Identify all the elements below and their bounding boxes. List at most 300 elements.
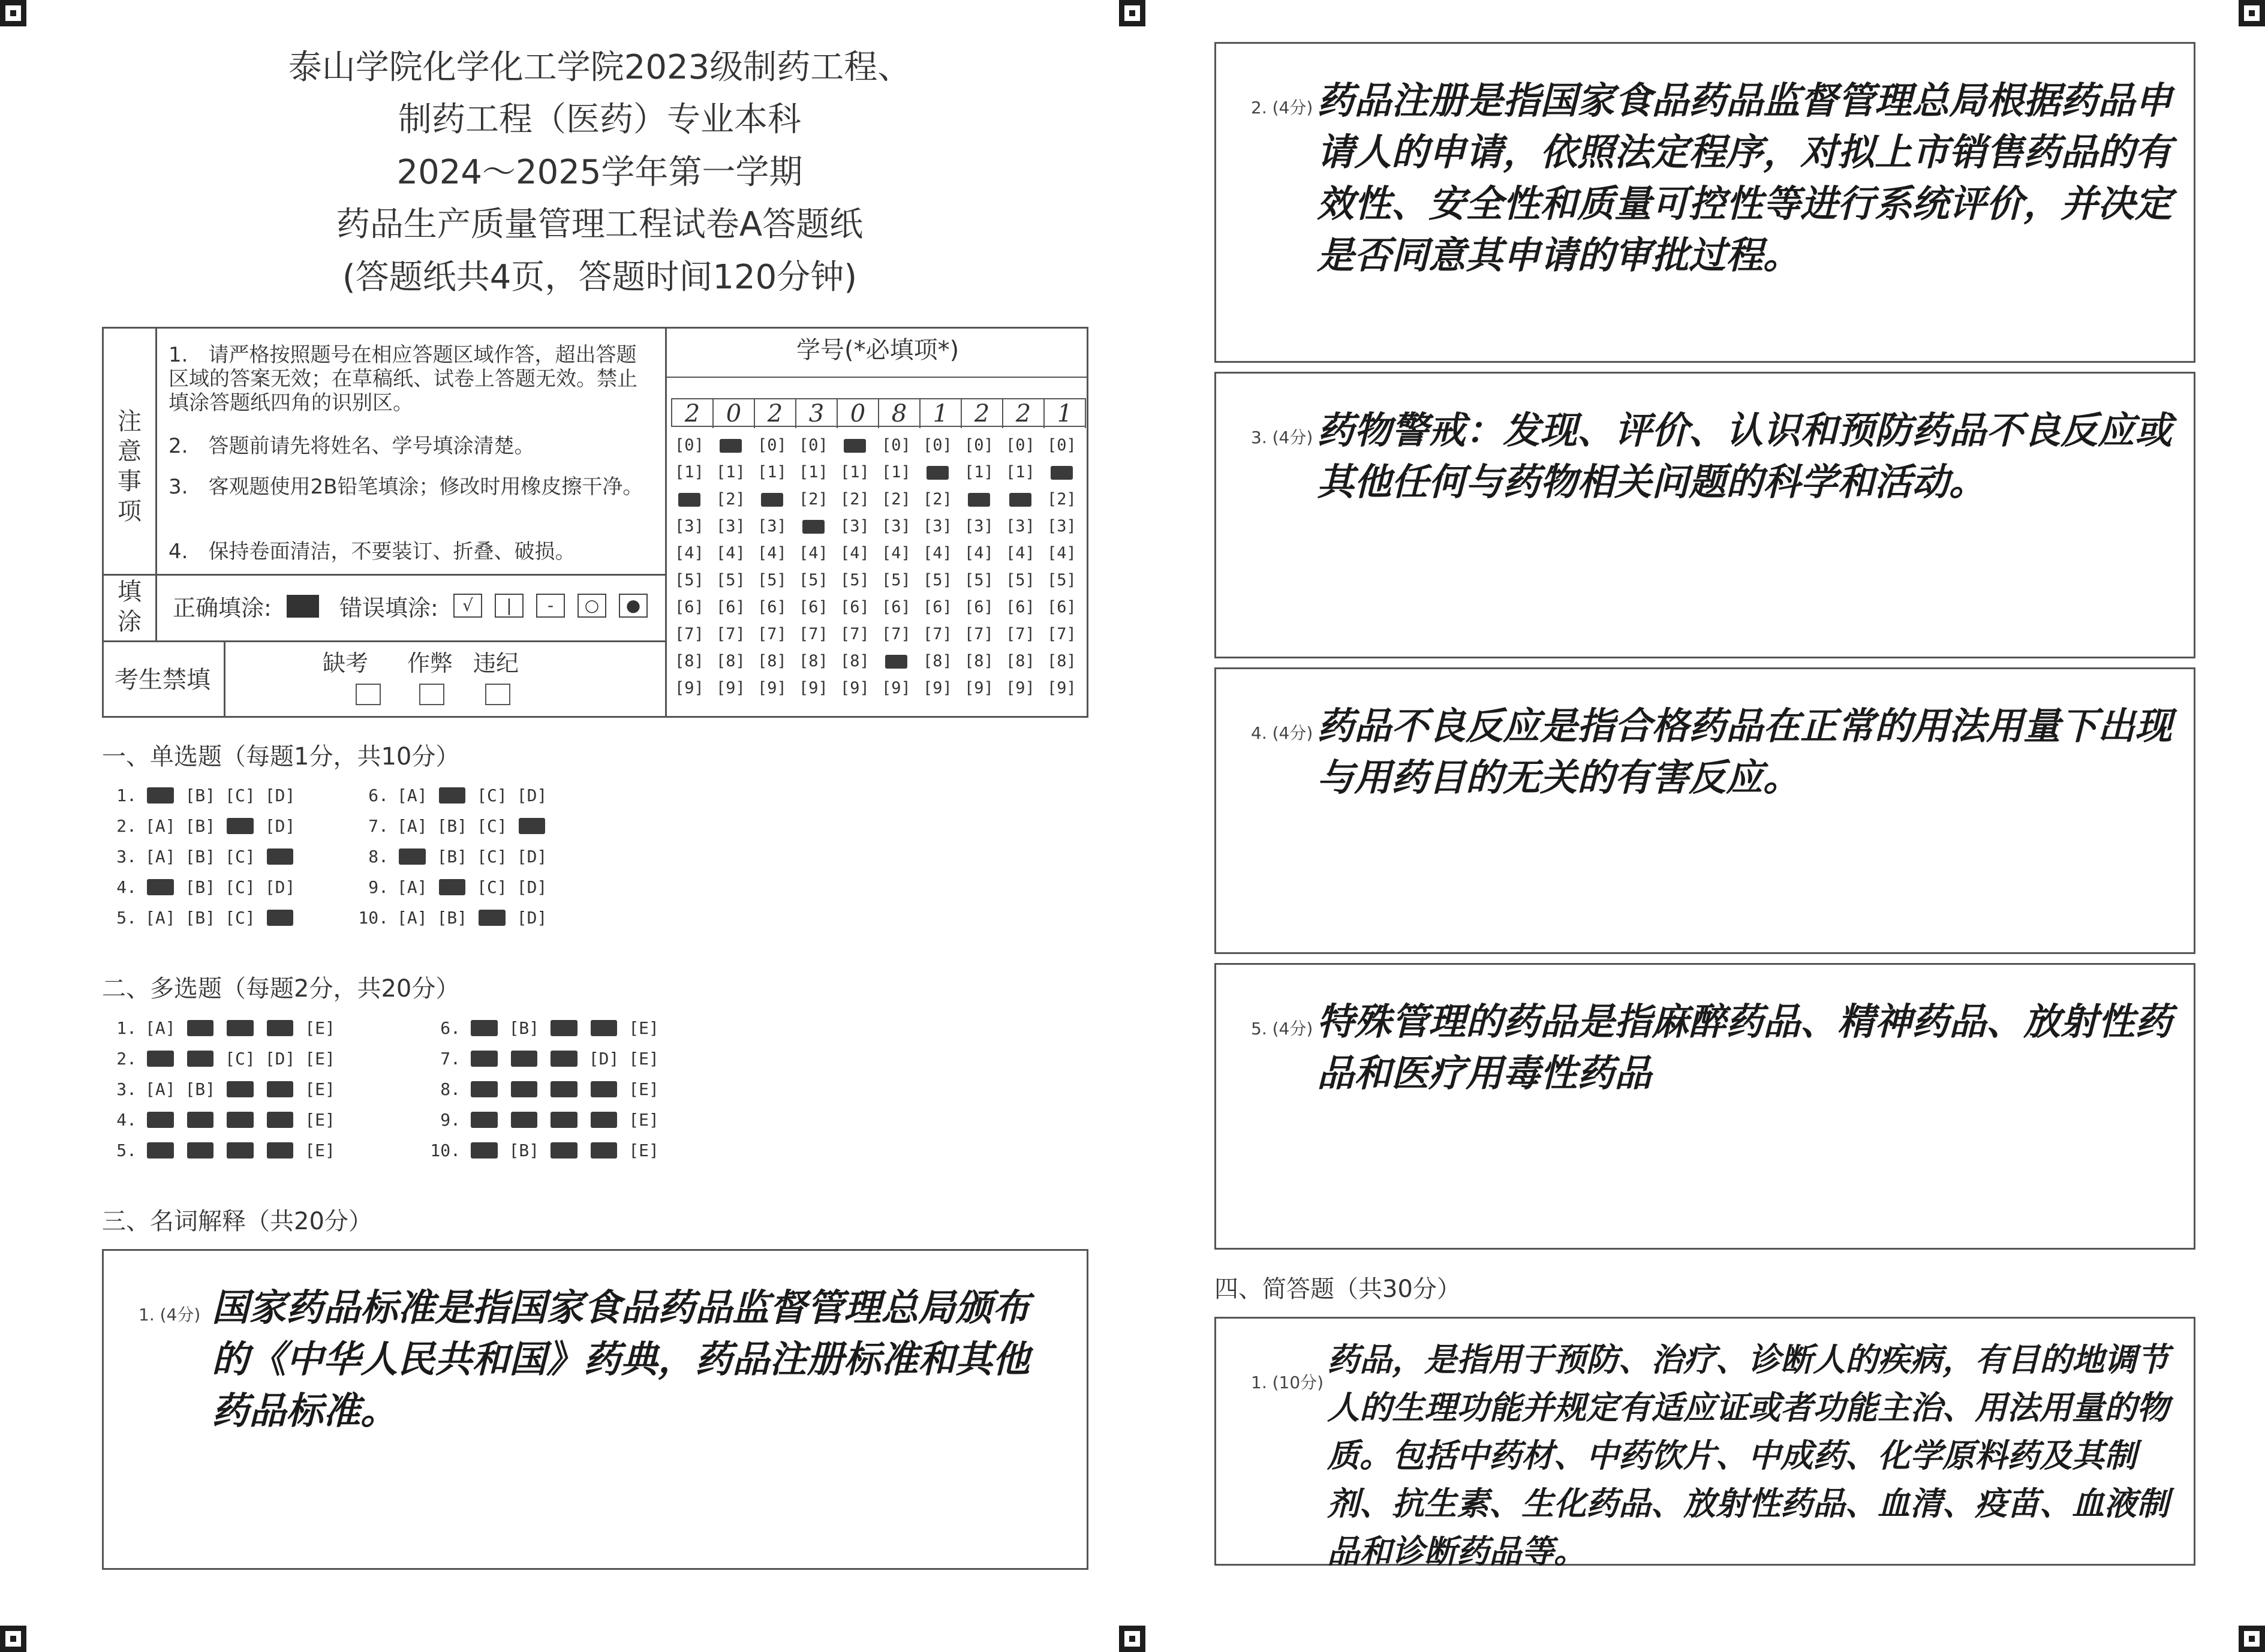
student-id-digit: 1 [921, 399, 962, 428]
student-id-bubble[interactable]: [4] [716, 544, 745, 562]
choice-bubble-a[interactable] [145, 1110, 176, 1130]
student-id-bubble[interactable]: [6] [882, 598, 911, 616]
question-number: 8. [440, 1079, 461, 1099]
choice-row [102, 1079, 345, 1099]
choice-bubble-c[interactable]: [C] [225, 847, 255, 866]
correct-fill-label: 正确填涂: [173, 595, 272, 621]
choice-row [354, 908, 557, 928]
student-id-bubble[interactable]: [6] [923, 598, 952, 616]
handwritten-answer: 特殊管理的药品是指麻醉药品、精神药品、放射性药品和医疗用毒性药品 [1317, 1000, 2173, 1095]
choice-bubble-d[interactable]: [D] [264, 877, 296, 897]
student-id-bubble[interactable]: [4] [923, 544, 952, 562]
choice-bubble-b[interactable] [185, 1110, 216, 1130]
choice-bubble-e[interactable]: [E] [305, 1049, 335, 1069]
choice-row [426, 1049, 669, 1069]
student-id-bubble[interactable]: [3] [716, 517, 745, 535]
student-id-digit: 2 [1003, 399, 1045, 428]
student-id-bubble[interactable] [1047, 464, 1076, 482]
header-line-2: 制药工程（医药）专业本科 [398, 100, 801, 139]
question-number: 5. [116, 908, 137, 928]
student-id-bubble[interactable]: [7] [716, 625, 745, 643]
student-id-bubble[interactable]: [9] [923, 679, 952, 697]
choice-bubble-e[interactable]: [E] [305, 1110, 335, 1130]
banned-label: 考生禁填 [115, 666, 210, 694]
choice-bubble-d[interactable] [589, 1079, 619, 1099]
corner-mark-bottom-left [0, 1626, 26, 1652]
choice-row [102, 816, 305, 836]
choice-bubble-e[interactable]: [E] [628, 1110, 659, 1130]
student-id-bubble[interactable]: [5] [882, 571, 911, 589]
student-id-bubble[interactable] [757, 491, 787, 508]
choice-bubble-a[interactable] [469, 1018, 500, 1038]
student-id-bubble[interactable]: [9] [716, 679, 745, 697]
notice-item-1: 1. 请严格按照题号在相应答题区域作答，超出答题区域的答案无效；在草稿纸、试卷上答题无效。禁止填涂答题纸四角的识别区。 [169, 343, 637, 415]
corner-mark-top-left [0, 0, 26, 26]
wrong-mark-5: ● [619, 594, 648, 618]
choice-bubble-e[interactable]: [E] [305, 1079, 335, 1099]
student-id-bubble[interactable]: [0] [964, 436, 994, 455]
notice-item-2: 2. 答题前请先将姓名、学号填涂清楚。 [169, 434, 535, 458]
student-id-digit: 2 [672, 399, 714, 428]
choice-bubble-a[interactable] [469, 1049, 500, 1069]
student-id-bubble[interactable]: [2] [799, 490, 828, 508]
banned-violation: 违纪 [473, 650, 519, 676]
header-line-5: (答题纸共4页，答题时间120分钟) [342, 258, 858, 297]
student-id-bubble[interactable]: [5] [964, 571, 994, 589]
student-id-bubble[interactable]: [9] [799, 679, 828, 697]
correct-fill-sample [287, 595, 319, 618]
student-id-bubble[interactable]: [2] [923, 490, 952, 508]
choice-bubble-d[interactable]: [D] [516, 786, 548, 805]
corner-mark-bottom-right [2239, 1626, 2265, 1652]
choice-bubble-a[interactable] [145, 1049, 176, 1069]
choice-bubble-c[interactable]: [C] [477, 847, 507, 866]
choice-bubble-c[interactable] [549, 1049, 579, 1069]
handwritten-answer: 药品，是指用于预防、治疗、诊断人的疾病，有目的地调节人的生理功能并规定有适应证或者功能主治、用法用量的物质。包括中药材、中药饮片、中成药、化学原料药及其制剂、抗生素、生化药品、放射性药品、血清、疫苗、血液制品和诊断药品等。 [1327, 1340, 2169, 1570]
choice-bubble-d[interactable] [265, 908, 296, 928]
student-id-bubble[interactable]: [8] [840, 652, 870, 670]
student-id-bubble[interactable]: [0] [675, 436, 704, 455]
student-id-bubble[interactable]: [9] [757, 679, 787, 697]
student-id-bubble[interactable]: [0] [882, 436, 911, 455]
choice-bubble-d[interactable]: [D] [516, 847, 548, 866]
question-number: 6. [440, 1018, 461, 1038]
choice-bubble-a[interactable]: [A] [397, 908, 428, 928]
student-id-bubble[interactable]: [0] [923, 436, 952, 455]
student-id-bubble[interactable]: [7] [840, 625, 870, 643]
student-id-bubble[interactable]: [9] [840, 679, 870, 697]
choice-bubble-d[interactable] [265, 847, 296, 866]
student-id-bubble[interactable]: [1] [1006, 463, 1035, 482]
student-id-digits [671, 398, 1086, 427]
student-id-bubble[interactable]: [6] [1006, 598, 1035, 616]
choice-bubble-c[interactable] [549, 1110, 579, 1130]
student-id-bubble[interactable]: [0] [1006, 436, 1035, 455]
student-id-bubble[interactable]: [2] [840, 490, 870, 508]
student-id-digit: 8 [879, 399, 921, 428]
choice-bubble-a[interactable] [145, 786, 176, 805]
choice-bubble-b[interactable]: [B] [509, 1018, 540, 1038]
choice-bubble-a[interactable] [145, 1141, 176, 1160]
student-id-bubble[interactable]: [4] [675, 544, 704, 562]
section4-title: 四、简答题（共30分） [1214, 1275, 1461, 1303]
student-id-bubble[interactable]: [5] [675, 571, 704, 589]
question-number: 7. [440, 1049, 461, 1069]
choice-row [354, 847, 557, 866]
student-id-bubble[interactable]: [8] [716, 652, 745, 670]
cheat-checkbox[interactable] [419, 684, 444, 705]
student-id-bubble[interactable]: [5] [716, 571, 745, 589]
question-number: 1. (10分) [1251, 1373, 1324, 1392]
student-id-bubble[interactable]: [2] [716, 490, 745, 508]
student-id-bubble[interactable]: [4] [840, 544, 870, 562]
student-id-bubble[interactable]: [3] [882, 517, 911, 535]
student-id-bubble[interactable]: [9] [1006, 679, 1035, 697]
student-id-digit: 2 [962, 399, 1003, 428]
student-id-bubble[interactable]: [5] [923, 571, 952, 589]
student-id-bubble[interactable]: [4] [757, 544, 787, 562]
choice-row [102, 1110, 345, 1130]
student-id-bubble[interactable]: [8] [675, 652, 704, 670]
choice-bubble-a[interactable]: [A] [397, 877, 428, 897]
question-number: 5. (4分) [1251, 1019, 1313, 1039]
choice-bubble-c[interactable] [477, 908, 507, 928]
choice-bubble-b[interactable]: [B] [509, 1141, 540, 1160]
student-id-bubble[interactable]: [3] [964, 517, 994, 535]
answer-box-term-5[interactable] [1214, 963, 2195, 1250]
student-id-bubble[interactable]: [7] [799, 625, 828, 643]
student-id-bubble[interactable]: [5] [1047, 571, 1076, 589]
wrong-mark-4: ○ [577, 594, 606, 618]
choice-bubble-c[interactable]: [C] [225, 908, 255, 928]
question-number: 9. [368, 877, 389, 897]
choice-bubble-b[interactable] [437, 877, 468, 897]
student-id-digit: 1 [1045, 399, 1086, 428]
student-id-bubble[interactable]: [1] [964, 463, 994, 482]
student-id-bubble[interactable]: [7] [1047, 625, 1076, 643]
choice-bubble-d[interactable] [589, 1018, 619, 1038]
student-id-bubble[interactable]: [4] [1006, 544, 1035, 562]
choice-row [102, 877, 305, 897]
student-id-bubble[interactable]: [6] [840, 598, 870, 616]
student-id-bubble[interactable]: [9] [882, 679, 911, 697]
choice-bubble-a[interactable] [397, 847, 428, 866]
choice-bubble-a[interactable] [469, 1079, 500, 1099]
choice-bubble-b[interactable]: [B] [185, 908, 216, 928]
choice-bubble-e[interactable]: [E] [628, 1079, 659, 1099]
choice-bubble-b[interactable] [185, 1141, 216, 1160]
notice-item-3: 3. 客观题使用2B铅笔填涂；修改时用橡皮擦干净。 [169, 475, 643, 499]
wrong-mark-3: - [536, 594, 565, 618]
choice-bubble-a[interactable] [469, 1141, 500, 1160]
violation-checkbox[interactable] [485, 684, 510, 705]
corner-mark-top-center [1119, 0, 1145, 26]
student-id-bubble[interactable]: [4] [1047, 544, 1076, 562]
header-line-3: 2024～2025学年第一学期 [396, 153, 803, 192]
question-number: 2. [116, 1049, 137, 1069]
choice-bubble-b[interactable]: [B] [437, 847, 468, 866]
student-id-bubble[interactable]: [6] [964, 598, 994, 616]
section3-title: 三、名词解释（共20分） [102, 1208, 372, 1235]
choice-bubble-a[interactable]: [A] [145, 847, 176, 866]
question-number: 1. (4分) [139, 1305, 201, 1325]
choice-bubble-d[interactable]: [D] [516, 877, 548, 897]
choice-bubble-b[interactable] [185, 1018, 216, 1038]
student-id-bubble[interactable]: [1] [882, 463, 911, 482]
choice-row [102, 1018, 345, 1038]
choice-bubble-a[interactable]: [A] [397, 816, 428, 836]
student-id-bubble[interactable]: [0] [799, 436, 828, 455]
answer-box-term-1[interactable] [102, 1249, 1088, 1570]
student-id-digit: 2 [755, 399, 796, 428]
question-number: 8. [368, 847, 389, 866]
question-number: 3. [116, 1079, 137, 1099]
student-id-bubble[interactable]: [8] [799, 652, 828, 670]
question-number: 4. [116, 1110, 137, 1130]
question-number: 4. (4分) [1251, 723, 1313, 743]
wrong-mark-1: √ [453, 594, 482, 618]
section1-title: 一、单选题（每题1分，共10分） [102, 743, 460, 771]
choice-row [426, 1110, 669, 1130]
choice-row [354, 786, 557, 805]
question-number: 3. (4分) [1251, 428, 1313, 447]
choice-bubble-c[interactable]: [C] [477, 786, 507, 805]
student-id-bubble[interactable]: [6] [716, 598, 745, 616]
question-number: 5. [116, 1141, 137, 1160]
choice-bubble-c[interactable] [225, 1141, 255, 1160]
question-number: 4. [116, 877, 137, 897]
choice-bubble-a[interactable]: [A] [145, 816, 176, 836]
choice-bubble-d[interactable]: [D] [516, 908, 548, 928]
student-id-bubble[interactable]: [3] [1006, 517, 1035, 535]
student-id-bubble[interactable]: [0] [1047, 436, 1076, 455]
student-id-bubble[interactable]: [8] [757, 652, 787, 670]
header-line-1: 泰山学院化学化工学院2023级制药工程、 [288, 48, 912, 87]
handwritten-answer: 国家药品标准是指国家食品药品监督管理总局颁布的《中华人民共和国》药典，药品注册标准和其他药品标准。 [212, 1286, 1030, 1433]
choice-bubble-b[interactable] [185, 1049, 216, 1069]
choice-bubble-d[interactable] [265, 1110, 296, 1130]
student-id-bubble[interactable]: [6] [675, 598, 704, 616]
student-id-bubble[interactable]: [9] [675, 679, 704, 697]
student-id-bubbles [671, 437, 1086, 712]
student-id-bubble[interactable] [840, 437, 870, 455]
choice-bubble-b[interactable]: [B] [185, 877, 216, 897]
corner-mark-bottom-center [1119, 1626, 1145, 1652]
choice-bubble-a[interactable] [469, 1110, 500, 1130]
notice-item-4: 4. 保持卷面清洁，不要装订、折叠、破损。 [169, 540, 576, 564]
student-id-bubble[interactable]: [2] [1047, 490, 1076, 508]
banned-absent: 缺考 [323, 650, 369, 676]
choice-bubble-b[interactable]: [B] [185, 1079, 216, 1099]
student-id-digit: 3 [796, 399, 838, 428]
student-id-digit: 0 [714, 399, 755, 428]
choice-bubble-c[interactable]: [C] [225, 1049, 255, 1069]
answer-box-short-1[interactable] [1214, 1317, 2195, 1570]
choice-bubble-b[interactable] [509, 1049, 540, 1069]
student-id-bubble[interactable]: [7] [1006, 625, 1035, 643]
student-id-digit: 0 [838, 399, 879, 428]
student-id-bubble[interactable]: [1] [716, 463, 745, 482]
choice-bubble-b[interactable]: [B] [185, 847, 216, 866]
student-id-bubble[interactable]: [9] [1047, 679, 1076, 697]
choice-bubble-e[interactable]: [E] [628, 1049, 659, 1069]
student-id-bubble[interactable]: [8] [923, 652, 952, 670]
choice-bubble-b[interactable]: [B] [437, 908, 468, 928]
choice-bubble-d[interactable]: [D] [264, 816, 296, 836]
choice-bubble-b[interactable] [509, 1079, 540, 1099]
choice-row [102, 908, 305, 928]
student-id-bubble[interactable]: [5] [799, 571, 828, 589]
choice-row [426, 1079, 669, 1099]
student-id-bubble[interactable] [675, 491, 704, 508]
choice-bubble-c[interactable]: [C] [225, 786, 255, 805]
choice-row [102, 1141, 345, 1160]
choice-row [102, 786, 305, 805]
student-id-bubble[interactable]: [6] [799, 598, 828, 616]
absent-checkbox[interactable] [356, 684, 381, 705]
choice-bubble-d[interactable] [517, 816, 548, 836]
question-number: 9. [440, 1110, 461, 1130]
choice-bubble-b[interactable] [509, 1110, 540, 1130]
student-id-bubble[interactable] [1006, 491, 1035, 508]
student-id-bubble[interactable] [964, 491, 994, 508]
handwritten-answer: 药品注册是指国家食品药品监督管理总局根据药品申请人的申请，依照法定程序，对拟上市销售药品的有效性、安全性和质量可控性等进行系统评价，并决定是否同意其申请的审批过程。 [1317, 79, 2173, 277]
question-number: 7. [368, 816, 389, 836]
student-id-bubble[interactable]: [1] [840, 463, 870, 482]
choice-row [102, 1049, 345, 1069]
student-id-bubble[interactable]: [5] [757, 571, 787, 589]
choice-bubble-d[interactable] [589, 1110, 619, 1130]
choice-bubble-c[interactable] [549, 1141, 579, 1160]
fill-label: 填涂 [118, 578, 142, 636]
choice-bubble-d[interactable] [265, 1018, 296, 1038]
question-number: 10. [358, 908, 389, 928]
student-id-bubble[interactable]: [8] [1006, 652, 1035, 670]
answer-box-term-3[interactable] [1214, 372, 2195, 658]
choice-row [426, 1141, 669, 1160]
choice-bubble-d[interactable] [589, 1141, 619, 1160]
student-id-bubble[interactable]: [6] [757, 598, 787, 616]
wrong-mark-2: | [495, 594, 524, 618]
choice-bubble-a[interactable]: [A] [145, 1079, 176, 1099]
choice-bubble-c[interactable] [225, 1110, 255, 1130]
handwritten-answer: 药品不良反应是指合格药品在正常的用法用量下出现与用药目的无关的有害反应。 [1317, 704, 2173, 799]
choice-bubble-b[interactable]: [B] [185, 786, 216, 805]
student-id-bubble[interactable]: [0] [757, 436, 787, 455]
student-id-bubble[interactable]: [4] [882, 544, 911, 562]
student-id-bubble[interactable]: [3] [840, 517, 870, 535]
choice-bubble-a[interactable] [145, 877, 176, 897]
student-id-bubble[interactable]: [5] [1006, 571, 1035, 589]
student-id-bubble[interactable]: [3] [675, 517, 704, 535]
wrong-fill-label: 错误填涂: [339, 595, 438, 621]
choice-bubble-c[interactable]: [C] [477, 816, 507, 836]
question-number: 6. [368, 786, 389, 805]
student-id-bubble[interactable]: [2] [882, 490, 911, 508]
student-id-bubble[interactable]: [1] [757, 463, 787, 482]
choice-bubble-b[interactable]: [B] [437, 816, 468, 836]
student-id-bubble[interactable]: [6] [1047, 598, 1076, 616]
choice-bubble-c[interactable] [225, 1079, 255, 1099]
student-id-bubble[interactable]: [7] [882, 625, 911, 643]
student-id-bubble[interactable]: [8] [1047, 652, 1076, 670]
choice-bubble-a[interactable]: [A] [145, 1018, 176, 1038]
student-id-bubble[interactable]: [8] [964, 652, 994, 670]
student-id-bubble[interactable] [923, 464, 952, 482]
question-number: 1. [116, 786, 137, 805]
choice-bubble-d[interactable]: [D] [264, 1049, 296, 1069]
choice-bubble-c[interactable] [549, 1018, 579, 1038]
student-id-bubble[interactable]: [3] [923, 517, 952, 535]
student-id-bubble[interactable]: [1] [799, 463, 828, 482]
question-number: 2. (4分) [1251, 98, 1313, 118]
choice-bubble-c[interactable] [549, 1079, 579, 1099]
student-id-bubble[interactable] [716, 437, 745, 455]
section2-title: 二、多选题（每题2分，共20分） [102, 975, 460, 1003]
student-id-title: 学号(*必填项*) [796, 336, 959, 364]
question-number: 2. [116, 816, 137, 836]
student-id-bubble[interactable]: [7] [964, 625, 994, 643]
question-number: 1. [116, 1018, 137, 1038]
choice-bubble-c[interactable]: [C] [477, 877, 507, 897]
choice-bubble-c[interactable]: [C] [225, 877, 255, 897]
info-block [102, 327, 1088, 718]
choice-bubble-a[interactable]: [A] [397, 786, 428, 805]
choice-row [354, 816, 557, 836]
student-id-bubble[interactable] [799, 517, 828, 535]
student-id-bubble[interactable]: [3] [757, 517, 787, 535]
header-line-4: 药品生产质量管理工程试卷A答题纸 [336, 205, 864, 244]
choice-bubble-d[interactable]: [D] [264, 786, 296, 805]
student-id-bubble[interactable]: [4] [799, 544, 828, 562]
student-id-bubble[interactable]: [4] [964, 544, 994, 562]
question-number: 3. [116, 847, 137, 866]
choice-bubble-d[interactable] [265, 1079, 296, 1099]
student-id-bubble[interactable]: [7] [757, 625, 787, 643]
question-number: 10. [430, 1141, 461, 1160]
student-id-bubble[interactable]: [3] [1047, 517, 1076, 535]
single-choice-answers [102, 786, 642, 941]
choice-bubble-e[interactable]: [E] [628, 1141, 659, 1160]
choice-bubble-a[interactable]: [A] [145, 908, 176, 928]
choice-bubble-d[interactable] [265, 1141, 296, 1160]
student-id-bubble[interactable]: [5] [840, 571, 870, 589]
choice-row [354, 877, 557, 897]
choice-bubble-e[interactable]: [E] [628, 1018, 659, 1038]
choice-bubble-e[interactable]: [E] [305, 1141, 335, 1160]
student-id-bubble[interactable]: [7] [923, 625, 952, 643]
multi-choice-answers [102, 1018, 738, 1174]
choice-bubble-b[interactable] [437, 786, 468, 805]
choice-bubble-c[interactable] [225, 1018, 255, 1038]
banned-cheat: 作弊 [407, 650, 453, 676]
student-id-bubble[interactable]: [1] [675, 463, 704, 482]
choice-bubble-d[interactable]: [D] [588, 1049, 619, 1069]
answer-box-term-2[interactable] [1214, 42, 2195, 363]
choice-bubble-c[interactable] [225, 816, 255, 836]
choice-bubble-b[interactable]: [B] [185, 816, 216, 836]
handwritten-answer: 药物警戒：发现、评价、认识和预防药品不良反应或其他任何与药物相关问题的科学和活动。 [1317, 408, 2173, 504]
choice-bubble-e[interactable]: [E] [305, 1018, 335, 1038]
notice-label: 注意事项 [118, 408, 142, 525]
choice-row [102, 847, 305, 866]
student-id-bubble[interactable]: [7] [675, 625, 704, 643]
student-id-bubble[interactable] [882, 652, 911, 670]
choice-row [426, 1018, 669, 1038]
corner-mark-top-right [2239, 0, 2265, 26]
student-id-bubble[interactable]: [9] [964, 679, 994, 697]
answer-box-term-4[interactable] [1214, 667, 2195, 954]
